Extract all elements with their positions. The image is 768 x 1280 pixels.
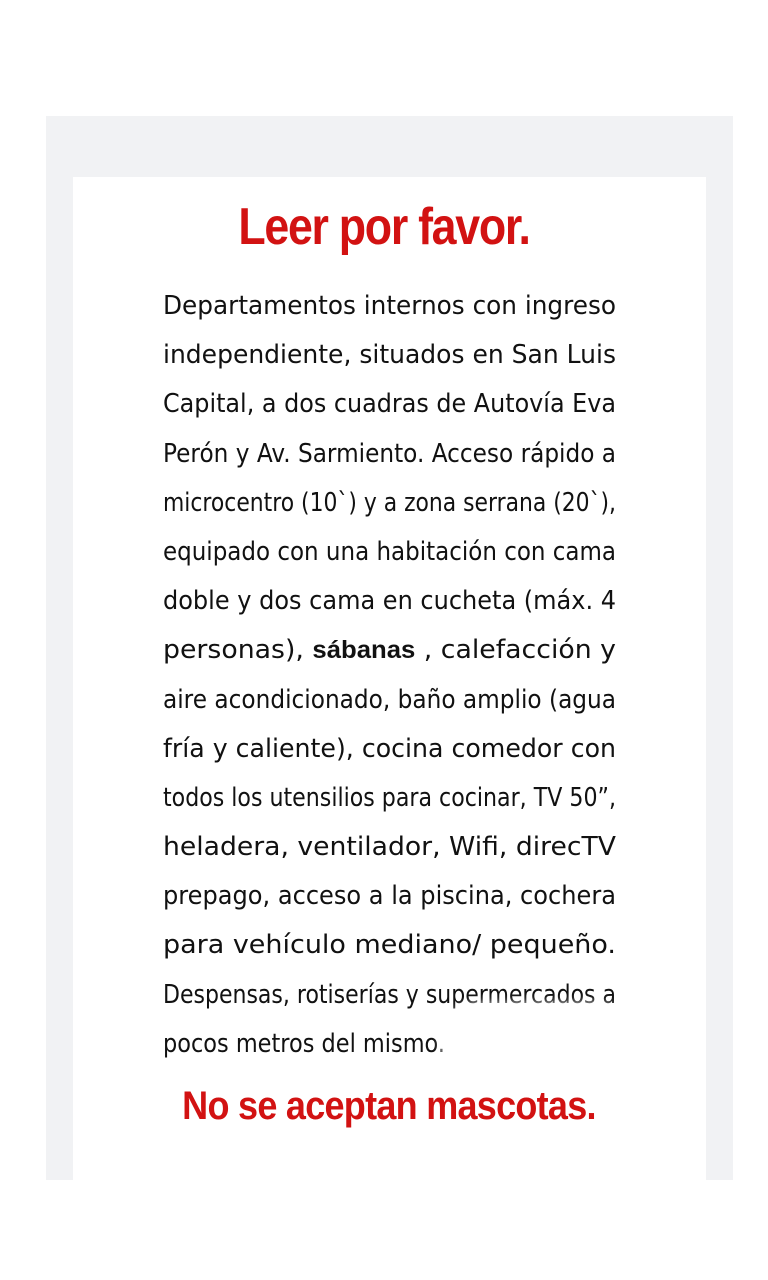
body-text: prepago, acceso a la piscina, cochera xyxy=(163,881,616,912)
body-text: todos los utensilios para cocinar, TV 50”, xyxy=(163,782,616,813)
body-text: Perón y Av. Sarmiento. Acceso rápido a xyxy=(163,438,616,469)
erased-area xyxy=(448,1010,628,1072)
body-text: fría y caliente), cocina comedor con xyxy=(163,733,616,764)
body-text: Capital, a dos cuadras de Autovía Eva xyxy=(163,389,616,420)
body-line xyxy=(163,774,616,823)
body-line xyxy=(163,921,616,970)
body-line xyxy=(163,577,616,626)
body-line xyxy=(163,282,616,331)
bold-word-sabanas: sábanas xyxy=(312,636,416,665)
body-text: Despensas, rotiserías y supermercados a xyxy=(163,979,616,1010)
body-line xyxy=(163,872,616,921)
body-text: doble y dos cama en cucheta (máx. 4 xyxy=(163,586,616,617)
body-text: independiente, situados en San Luis xyxy=(163,340,616,371)
notice-body xyxy=(163,282,616,1069)
body-line xyxy=(163,528,616,577)
body-text: microcentro (10`) y a zona serrana (20`), xyxy=(163,487,616,518)
body-text: Departamentos internos con ingreso xyxy=(163,291,616,321)
body-text: personas), xyxy=(163,635,313,666)
body-line xyxy=(163,331,616,380)
no-pets-warning: No se aceptan mascotas. xyxy=(182,1084,596,1128)
body-text: equipado con una habitación con cama xyxy=(163,536,616,567)
body-line xyxy=(163,380,616,429)
notice-title: Leer por favor. xyxy=(238,198,530,256)
body-line xyxy=(163,725,616,774)
body-text: para vehículo mediano/ pequeño. xyxy=(163,930,616,961)
body-line xyxy=(163,823,616,872)
body-line xyxy=(163,626,616,675)
body-text: , calefacción y xyxy=(415,635,616,666)
body-text: pocos metros del mismo. xyxy=(163,1028,445,1059)
body-text: heladera, ventilador, Wifi, direcTV xyxy=(163,832,616,863)
body-text: aire acondicionado, baño amplio (agua xyxy=(163,684,616,715)
body-line xyxy=(163,676,616,725)
body-line xyxy=(163,479,616,528)
body-line xyxy=(163,430,616,479)
